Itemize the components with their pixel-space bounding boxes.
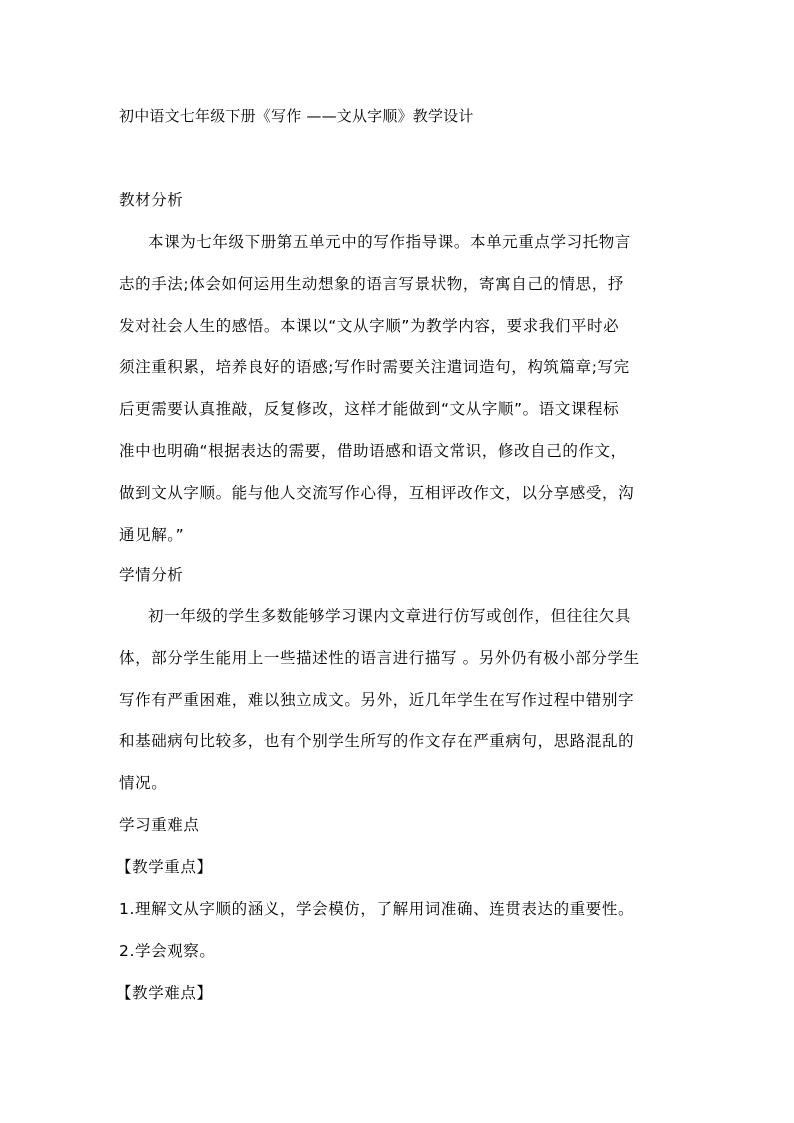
analysis-line: 志的手法;体会如何运用生动想象的语言写景状物，寄寓自己的情思，抒 [119, 275, 624, 293]
section-heading-keypoints: 学习重难点 [119, 816, 200, 834]
focus-item: 1.理解文从字顺的涵义，学会模仿，了解用词准确、连贯表达的重要性。 [119, 900, 635, 918]
students-line: 写作有严重困难，难以独立成文。另外，近几年学生在写作过程中错别字 [119, 691, 635, 709]
analysis-line: 须注重积累，培养良好的语感;写作时需要关注遣词造句，构筑篇章;写完 [119, 358, 630, 376]
focus-item: 2.学会观察。 [119, 942, 216, 960]
teaching-focus-label: 【教学重点】 [116, 858, 213, 876]
analysis-line: 本课为七年级下册第五单元中的写作指导课。本单元重点学习托物言 [148, 233, 632, 251]
students-line: 情况。 [119, 774, 168, 792]
students-line: 体，部分学生能用上一些描述性的语言进行描写 。另外仍有极小部分学生 [119, 649, 640, 667]
analysis-line: 做到文从字顺。能与他人交流写作心得，互相评改作文，以分享感受，沟 [119, 484, 635, 502]
section-heading-analysis: 教材分析 [119, 191, 184, 209]
analysis-line: 发对社会人生的感悟。本课以“文从字顺”为教学内容，要求我们平时必 [119, 317, 620, 335]
teaching-difficulty-label: 【教学难点】 [116, 984, 213, 1002]
students-line: 初一年级的学生多数能够学习课内文章进行仿写或创作，但往往欠具 [148, 607, 632, 625]
section-heading-students: 学情分析 [119, 566, 184, 584]
analysis-line: 通见解。” [119, 526, 185, 544]
analysis-line: 后更需要认真推敲，反复修改，这样才能做到“文从字顺”。语文课程标 [119, 400, 620, 418]
students-line: 和基础病句比较多，也有个别学生所写的作文存在严重病句，思路混乱的 [119, 732, 635, 750]
document-title: 初中语文七年级下册《写作 ——文从字顺》教学设计 [119, 107, 474, 125]
analysis-line: 准中也明确“根据表达的需要，借助语感和语文常识，修改自己的作文， [119, 442, 627, 460]
